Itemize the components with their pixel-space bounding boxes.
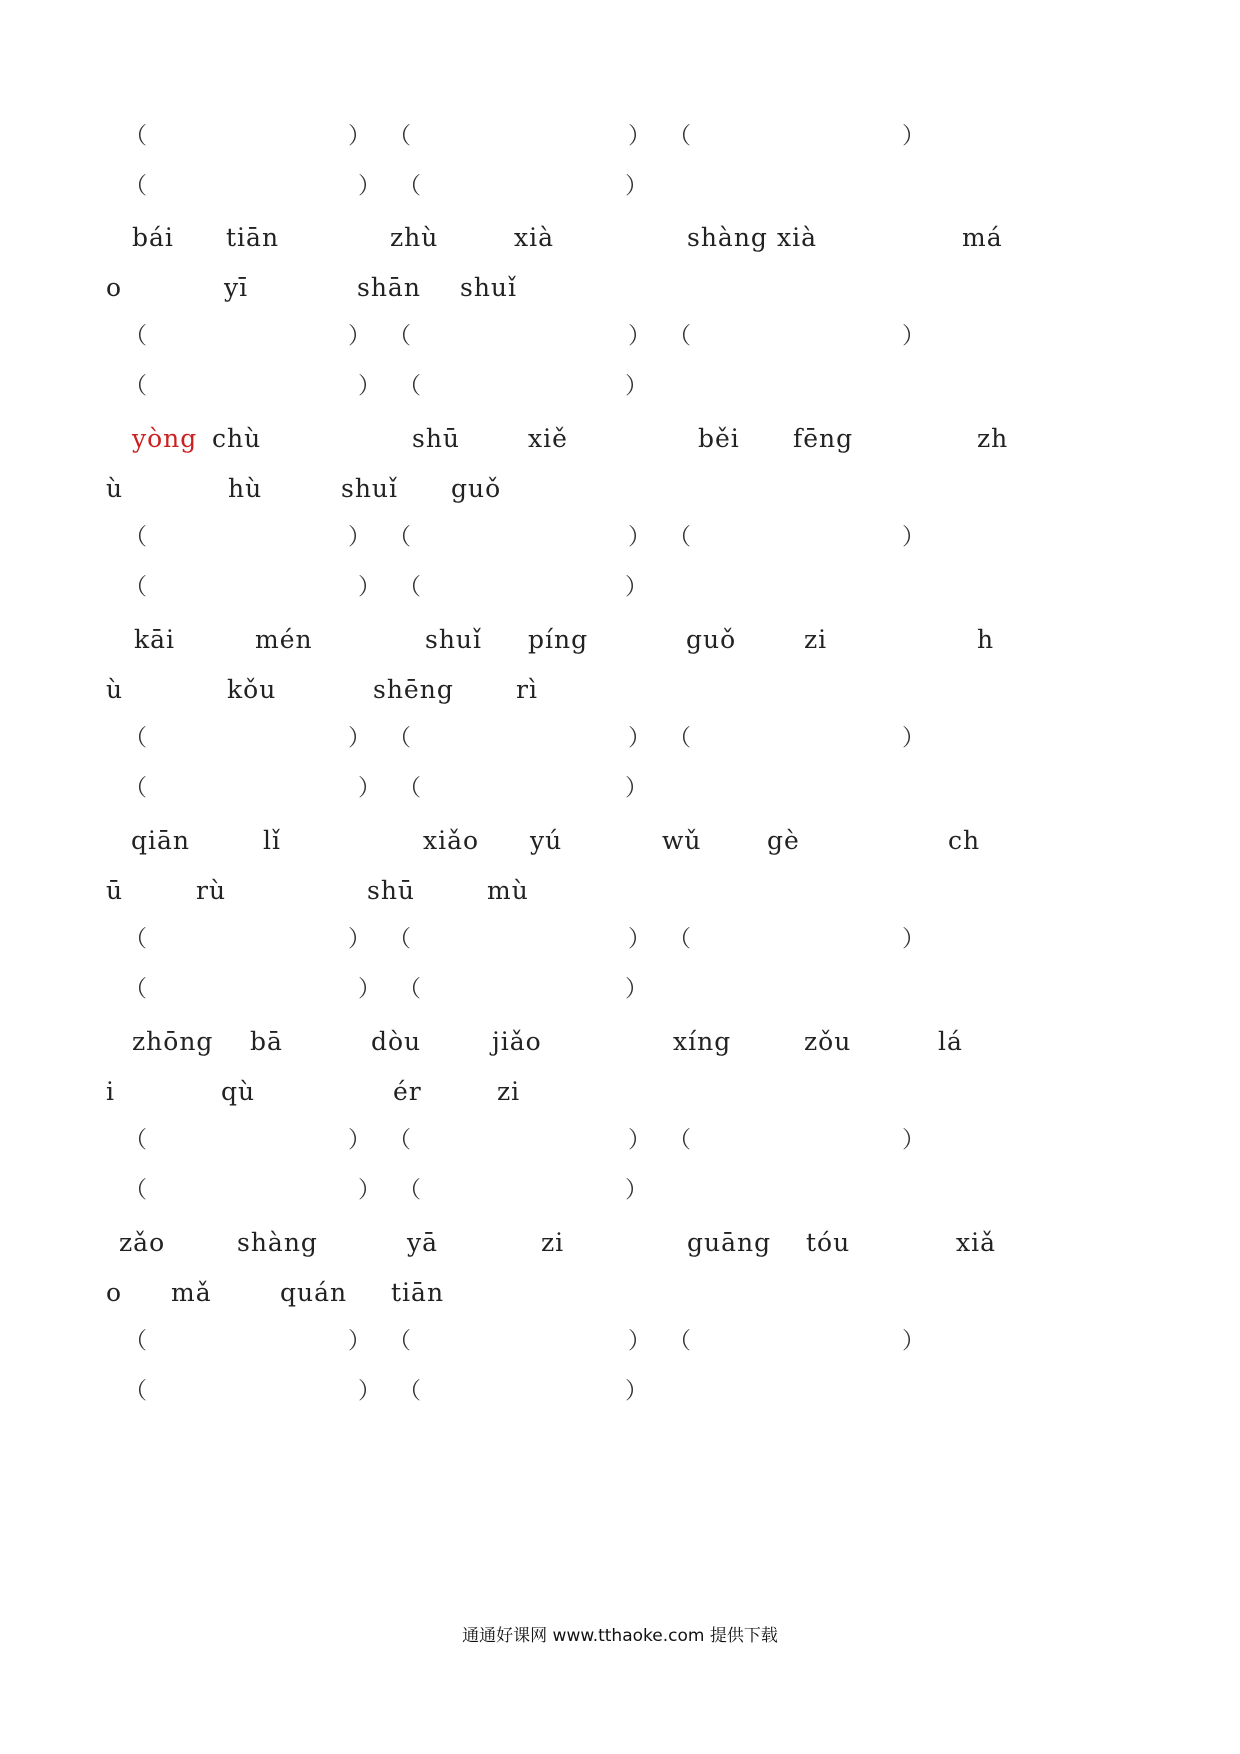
close-paren: ） bbox=[348, 725, 371, 751]
open-paren: （ bbox=[398, 1177, 421, 1203]
pinyin-syllable: ch bbox=[948, 826, 981, 855]
pinyin-syllable: kǒu bbox=[227, 675, 277, 704]
pinyin-syllable: h bbox=[977, 625, 995, 654]
pinyin-syllable: xíng bbox=[673, 1027, 732, 1056]
pinyin-syllable: qù bbox=[221, 1077, 256, 1106]
pinyin-syllable: tiān bbox=[226, 223, 280, 252]
open-paren: （ bbox=[388, 123, 411, 149]
answer-slot-row bbox=[0, 921, 1240, 957]
answer-slot-row bbox=[0, 1323, 1240, 1359]
open-paren: （ bbox=[388, 725, 411, 751]
pinyin-syllable: hù bbox=[228, 474, 263, 503]
pinyin-syllable: shuǐ bbox=[460, 273, 518, 302]
pinyin-syllable: mǎ bbox=[171, 1278, 212, 1307]
pinyin-syllable: guǒ bbox=[686, 625, 737, 654]
pinyin-row bbox=[0, 1225, 1240, 1261]
open-paren: （ bbox=[124, 524, 147, 550]
close-paren: ） bbox=[625, 1378, 648, 1404]
open-paren: （ bbox=[398, 1378, 421, 1404]
pinyin-syllable: zi bbox=[497, 1077, 521, 1106]
pinyin-syllable: shū bbox=[367, 876, 416, 905]
pinyin-syllable: ér bbox=[393, 1077, 422, 1106]
close-paren: ） bbox=[902, 1127, 925, 1153]
pinyin-syllable: lá bbox=[938, 1027, 963, 1056]
open-paren: （ bbox=[398, 574, 421, 600]
close-paren: ） bbox=[902, 725, 925, 751]
answer-slot-row bbox=[0, 569, 1240, 605]
pinyin-syllable: zh bbox=[977, 424, 1009, 453]
close-paren: ） bbox=[348, 524, 371, 550]
close-paren: ） bbox=[902, 524, 925, 550]
open-paren: （ bbox=[398, 976, 421, 1002]
pinyin-syllable: mù bbox=[487, 876, 529, 905]
pinyin-syllable: rù bbox=[196, 876, 227, 905]
pinyin-syllable: zi bbox=[804, 625, 828, 654]
pinyin-syllable: shuǐ bbox=[425, 625, 483, 654]
answer-slot-row bbox=[0, 720, 1240, 756]
close-paren: ） bbox=[902, 323, 925, 349]
pinyin-row bbox=[0, 270, 1240, 306]
pinyin-syllable: ū bbox=[106, 876, 124, 905]
close-paren: ） bbox=[628, 1328, 651, 1354]
pinyin-row bbox=[0, 421, 1240, 457]
close-paren: ） bbox=[348, 1127, 371, 1153]
pinyin-syllable: yú bbox=[530, 826, 563, 855]
pinyin-row bbox=[0, 1275, 1240, 1311]
open-paren: （ bbox=[668, 725, 691, 751]
pinyin-syllable: bā bbox=[250, 1027, 283, 1056]
open-paren: （ bbox=[388, 1328, 411, 1354]
pinyin-syllable: xiě bbox=[528, 424, 568, 453]
open-paren: （ bbox=[668, 323, 691, 349]
pinyin-syllable: zhōng bbox=[132, 1027, 214, 1056]
open-paren: （ bbox=[124, 1177, 147, 1203]
open-paren: （ bbox=[388, 1127, 411, 1153]
pinyin-syllable: kāi bbox=[134, 625, 176, 654]
close-paren: ） bbox=[902, 123, 925, 149]
open-paren: （ bbox=[124, 323, 147, 349]
close-paren: ） bbox=[348, 926, 371, 952]
footer-credit: 通通好课网 www.tthaoke.com 提供下载 bbox=[462, 1626, 778, 1646]
close-paren: ） bbox=[348, 123, 371, 149]
pinyin-syllable: xià bbox=[777, 223, 817, 252]
pinyin-row bbox=[0, 873, 1240, 909]
pinyin-syllable: guāng bbox=[687, 1228, 772, 1257]
pinyin-syllable: xià bbox=[514, 223, 554, 252]
pinyin-syllable: ù bbox=[106, 474, 124, 503]
close-paren: ） bbox=[902, 926, 925, 952]
pinyin-syllable: shàng bbox=[687, 223, 768, 252]
open-paren: （ bbox=[124, 725, 147, 751]
open-paren: （ bbox=[124, 926, 147, 952]
pinyin-syllable: ù bbox=[106, 675, 124, 704]
pinyin-syllable: shū bbox=[412, 424, 461, 453]
close-paren: ） bbox=[902, 1328, 925, 1354]
pinyin-syllable: gè bbox=[767, 826, 800, 855]
pinyin-syllable: quán bbox=[280, 1278, 348, 1307]
pinyin-syllable: zhù bbox=[390, 223, 439, 252]
pinyin-syllable: chù bbox=[212, 424, 262, 453]
close-paren: ） bbox=[358, 775, 381, 801]
close-paren: ） bbox=[348, 323, 371, 349]
pinyin-syllable: tóu bbox=[806, 1228, 851, 1257]
answer-slot-row bbox=[0, 519, 1240, 555]
pinyin-syllable: qiān bbox=[131, 826, 191, 855]
pinyin-syllable: shuǐ bbox=[341, 474, 399, 503]
pinyin-syllable: o bbox=[106, 273, 123, 302]
pinyin-syllable: shàng bbox=[237, 1228, 318, 1257]
close-paren: ） bbox=[628, 926, 651, 952]
answer-slot-row bbox=[0, 1373, 1240, 1409]
pinyin-row bbox=[0, 823, 1240, 859]
open-paren: （ bbox=[124, 123, 147, 149]
open-paren: （ bbox=[668, 1328, 691, 1354]
pinyin-syllable: xiǎ bbox=[956, 1228, 996, 1257]
open-paren: （ bbox=[398, 173, 421, 199]
pinyin-syllable: běi bbox=[698, 424, 740, 453]
answer-slot-row bbox=[0, 318, 1240, 354]
answer-slot-row bbox=[0, 1122, 1240, 1158]
pinyin-row bbox=[0, 622, 1240, 658]
open-paren: （ bbox=[668, 524, 691, 550]
close-paren: ） bbox=[358, 574, 381, 600]
pinyin-syllable: lǐ bbox=[263, 826, 281, 855]
open-paren: （ bbox=[668, 926, 691, 952]
open-paren: （ bbox=[398, 775, 421, 801]
close-paren: ） bbox=[348, 1328, 371, 1354]
close-paren: ） bbox=[625, 775, 648, 801]
answer-slot-row bbox=[0, 1172, 1240, 1208]
close-paren: ） bbox=[358, 373, 381, 399]
pinyin-syllable: rì bbox=[516, 675, 538, 704]
open-paren: （ bbox=[124, 574, 147, 600]
pinyin-syllable: mén bbox=[255, 625, 313, 654]
open-paren: （ bbox=[668, 123, 691, 149]
open-paren: （ bbox=[398, 373, 421, 399]
open-paren: （ bbox=[388, 323, 411, 349]
open-paren: （ bbox=[124, 1328, 147, 1354]
close-paren: ） bbox=[625, 574, 648, 600]
pinyin-syllable: i bbox=[106, 1077, 115, 1106]
open-paren: （ bbox=[388, 926, 411, 952]
pinyin-syllable: tiān bbox=[391, 1278, 445, 1307]
open-paren: （ bbox=[124, 1378, 147, 1404]
pinyin-row bbox=[0, 1024, 1240, 1060]
pinyin-row bbox=[0, 1074, 1240, 1110]
pinyin-syllable: yā bbox=[407, 1228, 439, 1257]
close-paren: ） bbox=[628, 725, 651, 751]
open-paren: （ bbox=[124, 173, 147, 199]
pinyin-syllable: má bbox=[962, 223, 1003, 252]
close-paren: ） bbox=[358, 976, 381, 1002]
close-paren: ） bbox=[625, 976, 648, 1002]
close-paren: ） bbox=[358, 173, 381, 199]
pinyin-row bbox=[0, 220, 1240, 256]
open-paren: （ bbox=[124, 976, 147, 1002]
pinyin-syllable: yī bbox=[224, 273, 249, 302]
open-paren: （ bbox=[124, 1127, 147, 1153]
close-paren: ） bbox=[628, 1127, 651, 1153]
answer-slot-row bbox=[0, 118, 1240, 154]
open-paren: （ bbox=[124, 373, 147, 399]
open-paren: （ bbox=[668, 1127, 691, 1153]
open-paren: （ bbox=[124, 775, 147, 801]
close-paren: ） bbox=[625, 173, 648, 199]
pinyin-row bbox=[0, 471, 1240, 507]
answer-slot-row bbox=[0, 770, 1240, 806]
close-paren: ） bbox=[628, 323, 651, 349]
pinyin-syllable: xiǎo bbox=[423, 826, 480, 855]
pinyin-syllable: shān bbox=[357, 273, 421, 302]
close-paren: ） bbox=[625, 373, 648, 399]
pinyin-syllable: píng bbox=[528, 625, 589, 654]
close-paren: ） bbox=[358, 1177, 381, 1203]
pinyin-syllable: jiǎo bbox=[492, 1027, 542, 1056]
close-paren: ） bbox=[358, 1378, 381, 1404]
pinyin-syllable: zi bbox=[541, 1228, 565, 1257]
pinyin-syllable: o bbox=[106, 1278, 123, 1307]
pinyin-syllable: wǔ bbox=[662, 826, 702, 855]
pinyin-row bbox=[0, 672, 1240, 708]
pinyin-syllable: zǒu bbox=[804, 1027, 852, 1056]
answer-slot-row bbox=[0, 168, 1240, 204]
pinyin-syllable: zǎo bbox=[119, 1228, 166, 1257]
close-paren: ） bbox=[625, 1177, 648, 1203]
answer-slot-row bbox=[0, 971, 1240, 1007]
open-paren: （ bbox=[388, 524, 411, 550]
pinyin-syllable: guǒ bbox=[451, 474, 502, 503]
pinyin-syllable: fēng bbox=[793, 424, 854, 453]
pinyin-syllable: dòu bbox=[371, 1027, 422, 1056]
pinyin-syllable: shēng bbox=[373, 675, 454, 704]
answer-slot-row bbox=[0, 368, 1240, 404]
close-paren: ） bbox=[628, 524, 651, 550]
pinyin-syllable-highlight: yòng bbox=[132, 424, 198, 453]
pinyin-syllable: bái bbox=[132, 223, 174, 252]
close-paren: ） bbox=[628, 123, 651, 149]
